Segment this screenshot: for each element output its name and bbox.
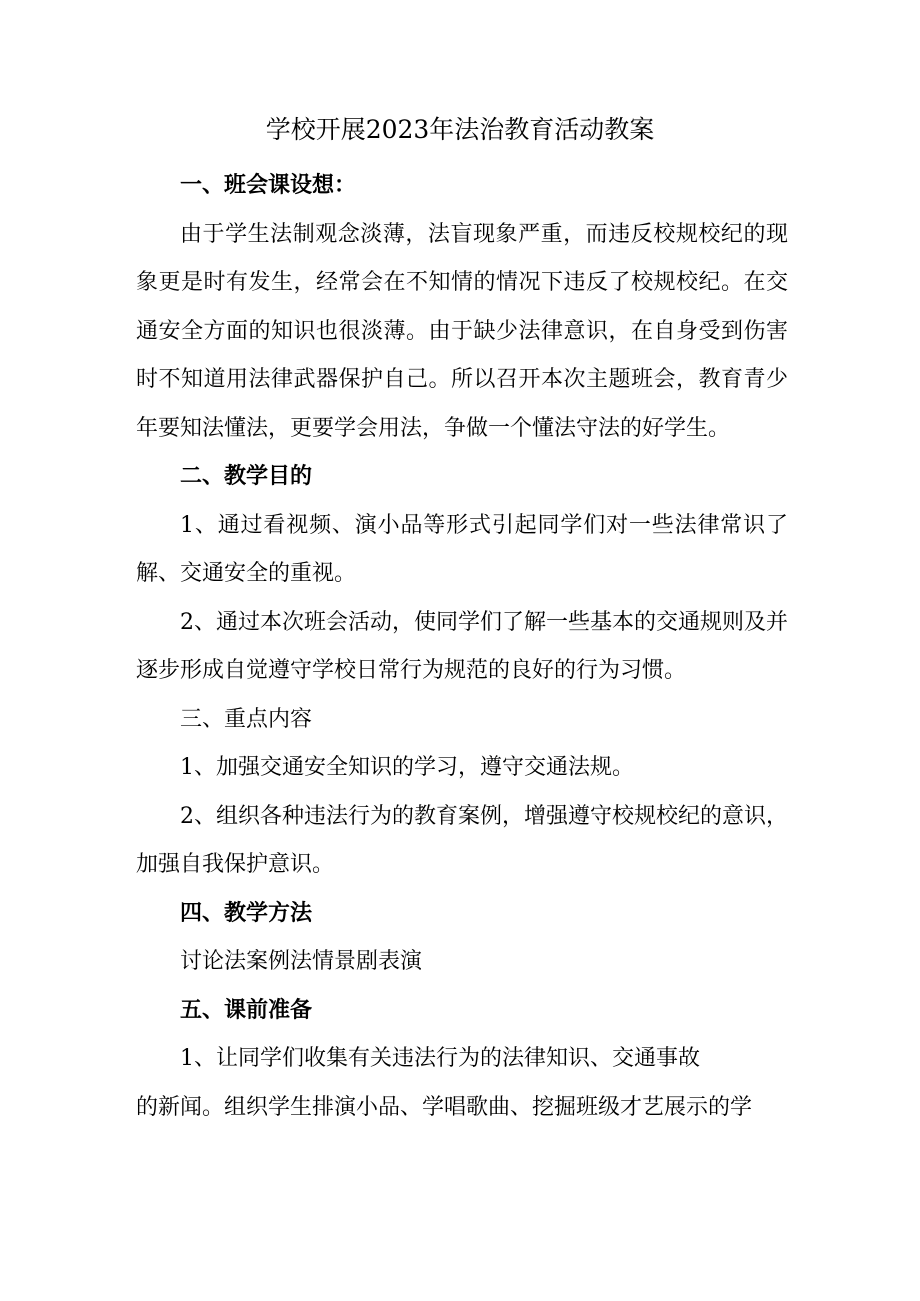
paragraph-goal-2: 2、通过本次班会活动，使同学们了解一些基本的交通规则及并逐步形成自觉遵守学校日常行为规范的良好的行为习惯。 bbox=[136, 609, 788, 683]
document-title: 学校开展2023年法治教育活动教案 bbox=[265, 115, 655, 144]
section-heading-5: 五、课前准备 bbox=[180, 997, 313, 1023]
section-heading-3: 三、重点内容 bbox=[180, 706, 313, 732]
paragraph-goal-1: 1、通过看视频、演小品等形式引起同学们对一些法律常识了解、交通安全的重视。 bbox=[136, 512, 788, 586]
section-heading-2: 二、教学目的 bbox=[180, 464, 313, 489]
document-body bbox=[136, 162, 788, 1132]
paragraph-design-intent: 由于学生法制观念淡薄，法盲现象严重，而违反校规校纪的现象更是时有发生，经常会在不知情的情况下违反了校规校纪。在交通安全方面的知识也很淡薄。由于缺少法律意识，在自身受到伤害时不知道用法律武器保护自己。所以召开本次主题班会，教育青少年要知法懂法，更要学会用法，争做一个懂法守法的好学生。 bbox=[136, 221, 788, 441]
paragraph-preparation-1: 1、让同学们收集有关违法行为的法律知识、交通事故 bbox=[180, 1046, 700, 1071]
paragraph-preparation-continued: 的新闻。组织学生排演小品、学唱歌曲、挖掘班级才艺展示的学 bbox=[136, 1094, 753, 1120]
paragraph-methods: 讨论法案例法情景剧表演 bbox=[180, 949, 423, 974]
paragraph-key-point-2: 2、组织各种违法行为的教育案例，增强遵守校规校纪的意识，加强自我保护意识。 bbox=[136, 803, 788, 877]
section-heading-1: 一、班会课设想： bbox=[180, 173, 357, 198]
paragraph-key-point-1: 1、加强交通安全知识的学习，遵守交通法规。 bbox=[180, 755, 634, 780]
section-heading-4: 四、教学方法 bbox=[180, 900, 313, 926]
